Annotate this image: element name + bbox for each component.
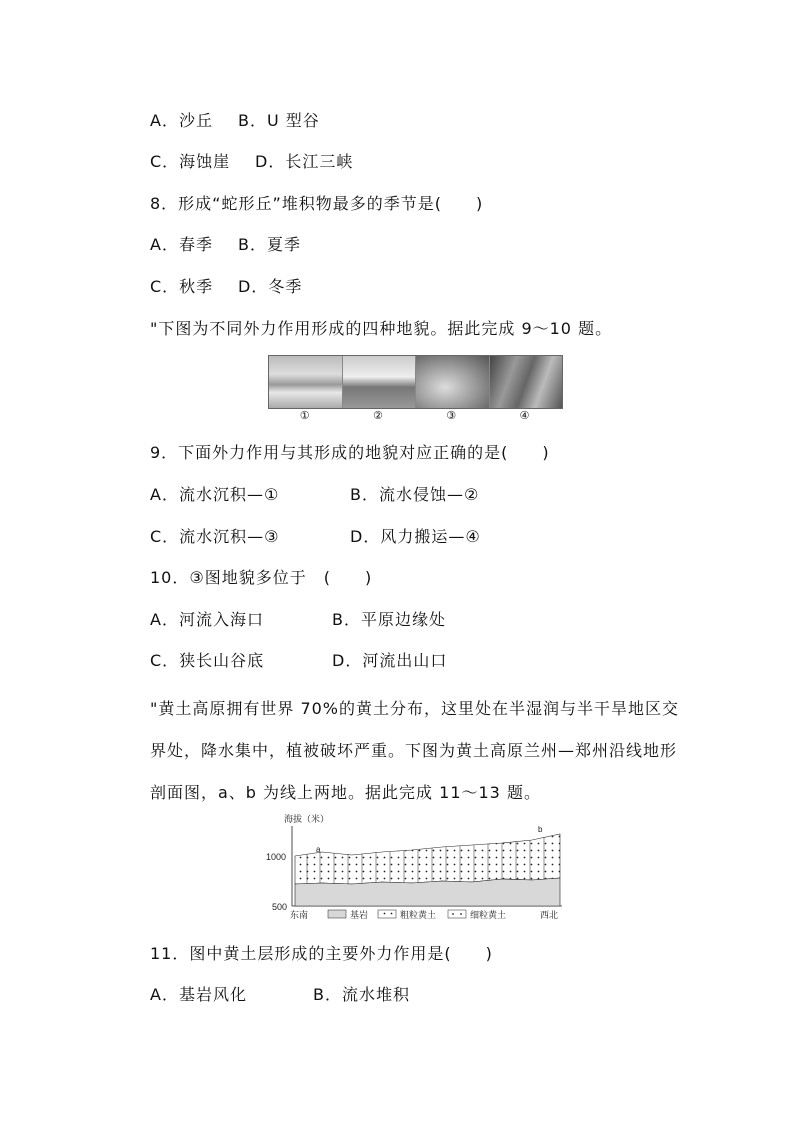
label-northwest: 西北 [540,910,559,920]
q7-option-c: C．海蚀崖 [150,152,231,171]
q7-option-a: A．沙丘 [150,111,213,130]
q8-stem: 8．形成“蛇形丘”堆积物最多的季节是( ) [150,194,484,213]
terrain-profile-figure [262,812,572,924]
photo-label-3: ③ [446,409,457,422]
q10-option-d: D．河流出山口 [332,651,448,670]
landform-photos [268,355,563,409]
point-a-label: a [316,845,321,854]
q10-option-c: C．狭长山谷底 [150,651,265,670]
q7-option-d: D．长江三峡 [255,152,354,171]
q8-option-b: B．夏季 [238,235,301,254]
q9-stem: 9．下面外力作用与其形成的地貌对应正确的是( ) [150,443,550,462]
photo-mushroom-rock [343,356,417,408]
legend-fine-loess: 细粒黄土 [470,910,507,920]
q10-option-b: B．平原边缘处 [332,610,446,629]
photo-dunes [269,356,343,408]
label-southeast: 东南 [290,910,309,920]
q9-option-a: A．流水沉积—① [150,485,280,504]
q8-option-c: C．秋季 [150,277,214,296]
q9-option-d: D．风力搬运—④ [350,527,481,546]
photo-label-2: ② [372,409,383,422]
profile-ytick-500: 500 [272,902,288,912]
q10-stem: 10．③图地貌多位于 ( ) [150,568,373,587]
legend-coarse-loess: 粗粒黄土 [400,910,437,920]
profile-ylabel: 海拔（米） [284,814,330,824]
photo-labels [268,409,561,422]
intro-landforms: "下图为不同外力作用形成的四种地貌。据此完成 9～10 题。 [150,319,613,338]
loess-layer [295,834,560,884]
q8-option-d: D．冬季 [238,277,303,296]
legend-fine-swatch [448,910,466,918]
intro-loess-plateau: "黄土高原拥有世界 70%的黄土分布，这里处在半湿润与半干旱地区交界处，降水集中，植被破坏严重。下图为黄土高原兰州—郑州沿线地形剖面图，a、b 为线上两地。据此完成 11～13 题。 [150,699,680,802]
legend-coarse-swatch [378,910,396,918]
q10-option-a: A．河流入海口 [150,610,264,629]
photo-alluvial-fan [416,356,490,408]
point-b-label: b [538,825,543,834]
q7-option-b: B．U 型谷 [238,111,320,130]
profile-ytick-1000: 1000 [266,852,287,862]
photo-label-4: ④ [519,409,530,422]
q8-option-a: A．春季 [150,235,213,254]
photo-canyon [490,356,563,408]
legend-bedrock-swatch [328,910,346,918]
photo-label-1: ① [299,409,310,422]
q11-stem: 11．图中黄土层形成的主要外力作用是( ) [150,944,493,963]
q9-option-c: C．流水沉积—③ [150,527,280,546]
q9-option-b: B．流水侵蚀—② [350,485,480,504]
q11-option-b: B．流水堆积 [313,985,410,1004]
legend-bedrock: 基岩 [350,910,369,920]
q11-option-a: A．基岩风化 [150,985,247,1004]
